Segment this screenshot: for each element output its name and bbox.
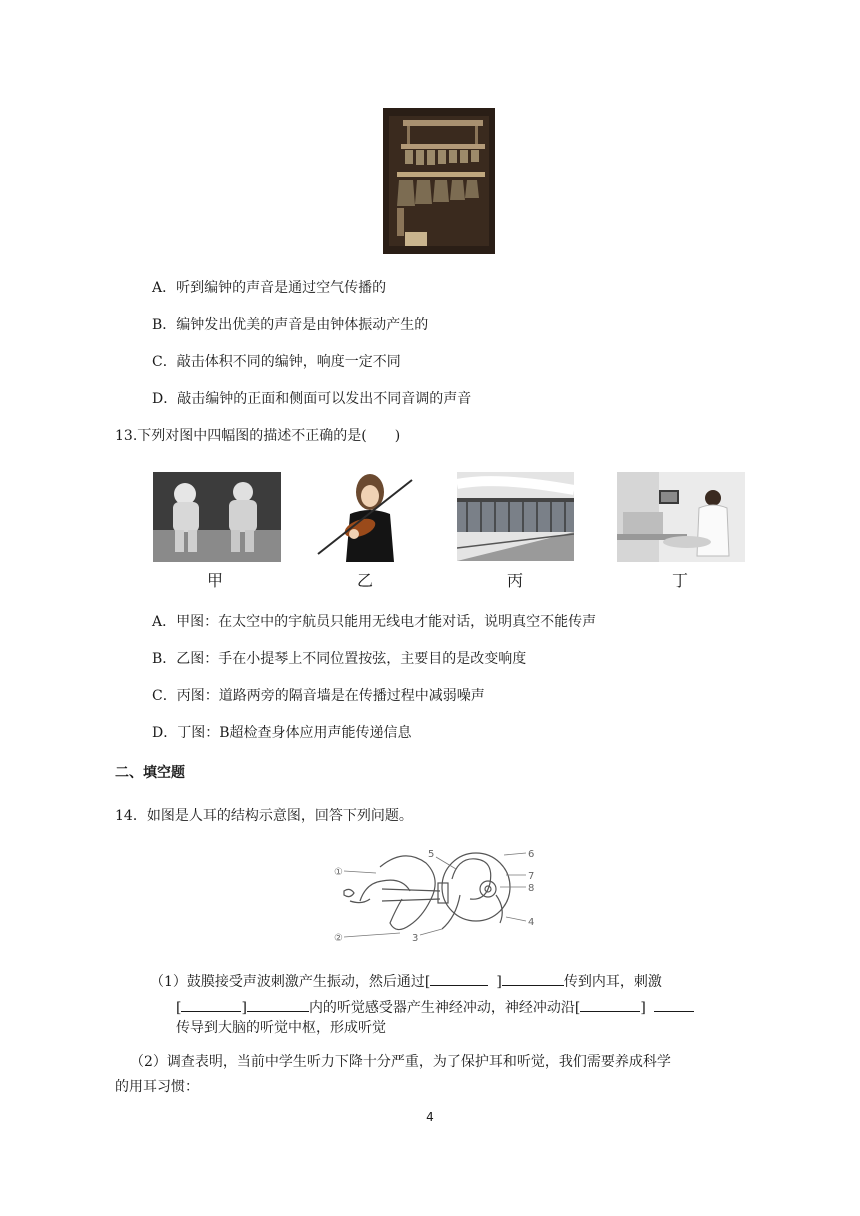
q12-option-c: C．敲击体积不同的编钟，响度一定不同 (152, 354, 401, 370)
q12-option-b: B．编钟发出优美的声音是由钟体振动产生的 (152, 317, 429, 333)
diagram-label-7: 7 (528, 871, 535, 882)
q13-option-d: D．丁图：B超检查身体应用声能传递信息 (152, 725, 412, 741)
section-heading: 二、填空题 (115, 765, 185, 781)
answer-blank[interactable] (181, 997, 241, 1012)
q14-p1-line1 (150, 971, 662, 992)
q14-p1-text-e: ] (241, 1000, 247, 1016)
caption-yi: 乙 (356, 571, 373, 590)
q14-p1-text-f: 内的听觉感受器产生神经冲动，神经冲动沿[ (308, 1000, 581, 1016)
q14-stem: 14．如图是人耳的结构示意图，回答下列问题。 (115, 808, 413, 824)
sound-barrier-photo (457, 472, 574, 561)
diagram-label-3: 3 (412, 933, 419, 943)
b-ultrasound-photo (617, 472, 745, 562)
diagram-label-4: 4 (528, 917, 535, 928)
answer-blank[interactable] (430, 971, 488, 986)
ear-structure-diagram (330, 843, 546, 943)
q12-option-d: D．敲击编钟的正面和侧面可以发出不同音调的声音 (152, 391, 472, 407)
q13-option-b: B．乙图：手在小提琴上不同位置按弦，主要目的是改变响度 (152, 651, 527, 667)
answer-blank[interactable] (502, 971, 564, 986)
q14-p1-line3: 传导到大脑的听觉中枢，形成听觉 (176, 1020, 386, 1036)
q14-p1-text-g: ] (640, 1000, 646, 1016)
q13-stem: 13.下列对图中四幅图的描述不正确的是( ) (115, 428, 401, 444)
q14-p1-text-b: ] (496, 974, 502, 990)
q13-option-c: C．丙图：道路两旁的隔音墙是在传播过程中减弱噪声 (152, 688, 485, 704)
q14-p2-line2: 的用耳习惯： (115, 1079, 199, 1095)
page-number: 4 (426, 1110, 434, 1124)
diagram-label-1: ① (334, 867, 343, 878)
answer-blank[interactable] (580, 997, 640, 1012)
q14-p1-text-c: 传到内耳，刺激 (563, 974, 662, 990)
diagram-label-2: ② (334, 933, 343, 943)
q13-option-a: A．甲图：在太空中的宇航员只能用无线电才能对话，说明真空不能传声 (152, 614, 597, 630)
violin-girl-photo (316, 470, 416, 562)
bianzhong-photo (383, 108, 495, 254)
q12-option-a: A．听到编钟的声音是通过空气传播的 (152, 280, 387, 296)
q14-p1-text-d: [ (176, 1000, 182, 1016)
diagram-label-5: 5 (428, 849, 435, 860)
diagram-label-8: 8 (528, 883, 535, 894)
caption-bing: 丙 (506, 571, 523, 590)
answer-blank[interactable] (654, 997, 694, 1012)
astronauts-photo (153, 472, 281, 562)
caption-ding: 丁 (671, 571, 688, 590)
diagram-label-6: 6 (528, 849, 535, 860)
q14-p2-line1: （2）调查表明，当前中学生听力下降十分严重，为了保护耳和听觉，我们需要养成科学 (130, 1054, 671, 1070)
q14-p1-line2 (176, 997, 694, 1018)
answer-blank[interactable] (247, 997, 309, 1012)
q14-p1-text-a: （1）鼓膜接受声波刺激产生振动，然后通过[ (150, 974, 431, 990)
caption-jia: 甲 (206, 571, 223, 590)
